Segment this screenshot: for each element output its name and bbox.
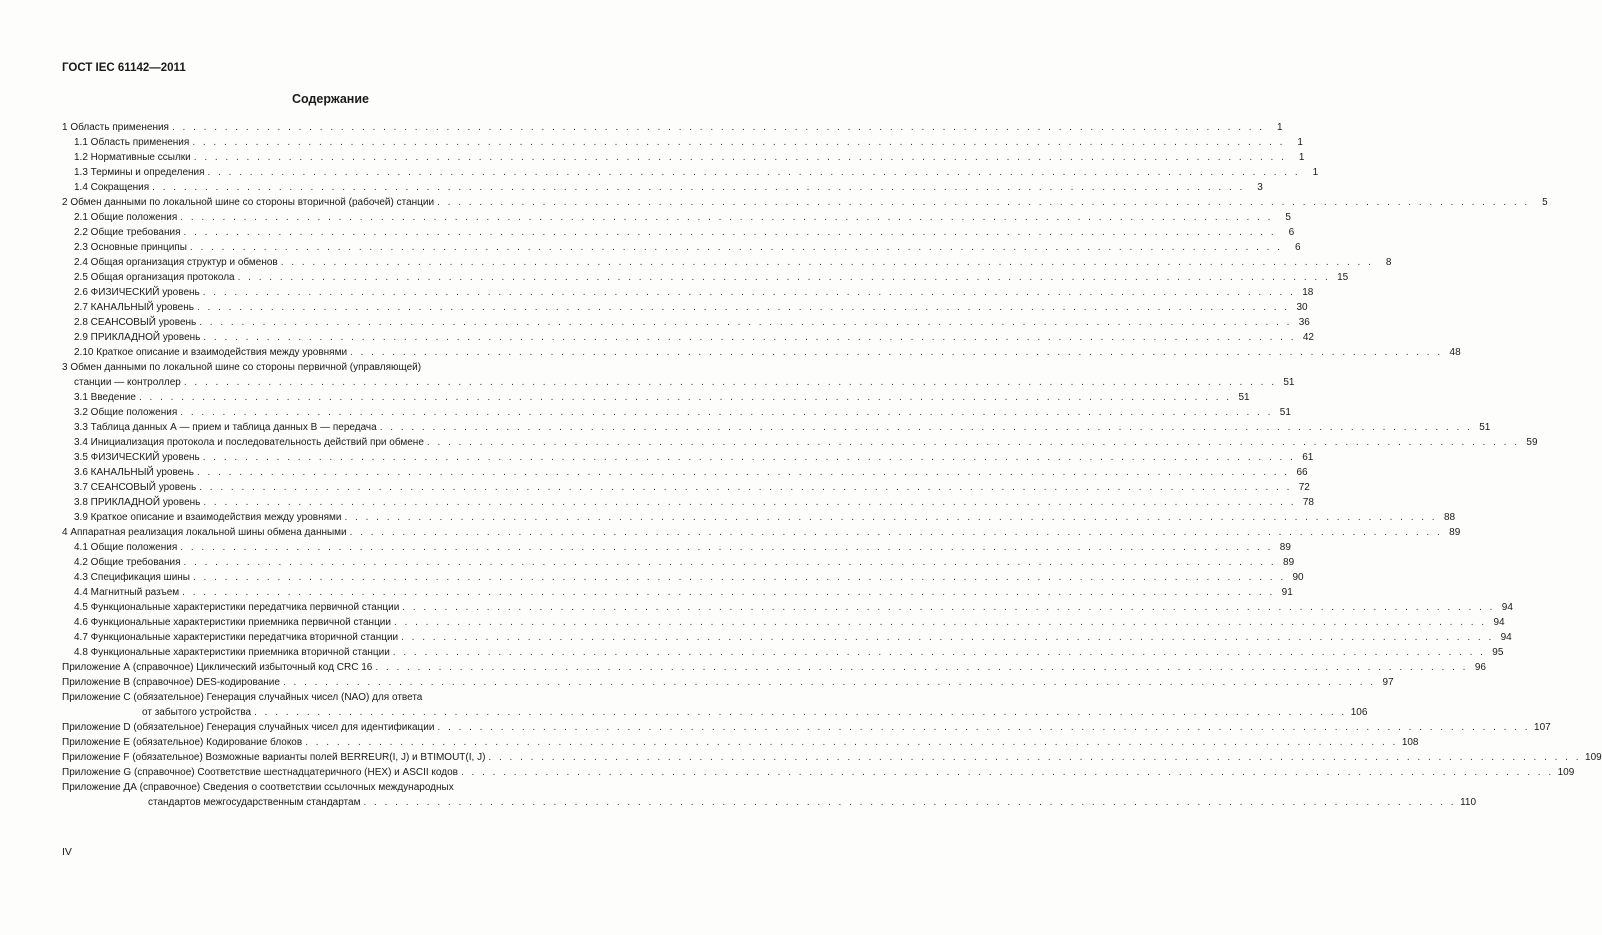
toc-page-number: 1 <box>1277 122 1283 133</box>
toc-leader-dots: . . . . . . . . . . . . . . . . . . . . . . . . . . . . . . . . . . . . . . . . . . . . . . . . . . . . . . . . . . . . . . . . . . . . . . . . . . . . . . . . . . . . . . . . . . . . . . . . . . . . . . . . <box>199 482 1292 493</box>
toc-leader-dots: . . . . . . . . . . . . . . . . . . . . . . . . . . . . . . . . . . . . . . . . . . . . . . . . . . . . . . . . . . . . . . . . . . . . . . . . . . . . . . . . . . . . . . . . . . . . . . . . . . . . . . . . <box>305 737 1398 748</box>
toc-entry-title: 4.2 Общие требования <box>74 557 181 568</box>
toc-entry-title: 3.3 Таблица данных А — прием и таблица данных В — передача <box>74 422 377 433</box>
toc-page-number: 51 <box>1279 407 1291 418</box>
toc-entry-title: 2.4 Общая организация структур и обменов <box>74 257 278 268</box>
toc-page-number: 106 <box>1350 707 1368 718</box>
toc-page-number: 110 <box>1460 797 1477 808</box>
toc-entry <box>62 210 1291 225</box>
toc-leader-dots: . . . . . . . . . . . . . . . . . . . . . . . . . . . . . . . . . . . . . . . . . . . . . . . . . . . . . . . . . . . . . . . . . . . . . . . . . . . . . . . . . . . . . . . . . . . . . . . . . . . . . . . . <box>180 212 1273 223</box>
toc-leader-dots: . . . . . . . . . . . . . . . . . . . . . . . . . . . . . . . . . . . . . . . . . . . . . . . . . . . . . . . . . . . . . . . . . . . . . . . . . . . . . . . . . . . . . . . . . . . . . . . . . . . . . . . . <box>393 617 1487 628</box>
toc-entry-title: 1.2 Нормативные ссылки <box>74 152 191 163</box>
toc-entry <box>62 720 1551 735</box>
toc-leader-dots: . . . . . . . . . . . . . . . . . . . . . . . . . . . . . . . . . . . . . . . . . . . . . . . . . . . . . . . . . . . . . . . . . . . . . . . . . . . . . . . . . . . . . . . . . . . . . . . . . . . . . . . . <box>196 302 1290 313</box>
toc-entry <box>62 585 1293 600</box>
toc-page-number: 30 <box>1296 302 1308 313</box>
toc-entry <box>62 390 1250 405</box>
toc-entry <box>62 240 1301 255</box>
toc-entry <box>62 345 1461 360</box>
toc-entry <box>62 510 1456 525</box>
toc-page-number: 89 <box>1449 527 1461 538</box>
toc-entry <box>62 255 1392 270</box>
toc-leader-dots: . . . . . . . . . . . . . . . . . . . . . . . . . . . . . . . . . . . . . . . . . . . . . . . . . . . . . . . . . . . . . . . . . . . . . . . . . . . . . . . . . . . . . . . . . . . . . . . . . . . . . . . . <box>282 677 1376 688</box>
toc-entry-title: 4.1 Общие положения <box>74 542 178 553</box>
toc-page-number: 78 <box>1302 497 1314 508</box>
toc-leader-dots: . . . . . . . . . . . . . . . . . . . . . . . . . . . . . . . . . . . . . . . . . . . . . . . . . . . . . . . . . . . . . . . . . . . . . . . . . . . . . . . . . . . . . . . . . . . . . . . . . . . . . . . . <box>183 227 1277 238</box>
toc-entry-title: 3.1 Введение <box>74 392 136 403</box>
toc-entry <box>62 780 1477 810</box>
toc-entry-title: 3.7 СЕАНСОВЫЙ уровень <box>74 482 197 493</box>
toc-entry-title: 1.3 Термины и определения <box>74 167 205 178</box>
toc-page-number: 95 <box>1492 647 1504 658</box>
toc-page-number: 90 <box>1292 572 1304 583</box>
toc-entry-title: 4.5 Функциональные характеристики передатчика первичной станции <box>74 602 400 613</box>
toc-leader-dots: . . . . . . . . . . . . . . . . . . . . . . . . . . . . . . . . . . . . . . . . . . . . . . . . . . . . . . . . . . . . . . . . . . . . . . . . . . . . . . . . . . . . . . . . . . . . . . . . . . . . . . . . <box>152 182 1245 193</box>
toc-entry <box>62 630 1512 645</box>
toc-page-number: 94 <box>1493 617 1505 628</box>
toc-leader-dots: . . . . . . . . . . . . . . . . . . . . . . . . . . . . . . . . . . . . . . . . . . . . . . . . . . . . . . . . . . . . . . . . . . . . . . . . . . . . . . . . . . . . . . . . . . . . . . . . . . . . . . . . <box>254 707 1347 718</box>
toc-leader-dots: . . . . . . . . . . . . . . . . . . . . . . . . . . . . . . . . . . . . . . . . . . . . . . . . . . . . . . . . . . . . . . . . . . . . . . . . . . . . . . . . . . . . . . . . . . . . . . . . . . . . . . . . <box>344 512 1438 523</box>
toc-entry-title: 3.4 Инициализация протокола и последовательность действий при обмене <box>74 437 424 448</box>
toc-leader-dots: . . . . . . . . . . . . . . . . . . . . . . . . . . . . . . . . . . . . . . . . . . . . . . . . . . . . . . . . . . . . . . . . . . . . . . . . . . . . . . . . . . . . . . . . . . . . . . . . . . . . . . . . <box>363 797 1457 808</box>
toc-leader-dots: . . . . . . . . . . . . . . . . . . . . . . . . . . . . . . . . . . . . . . . . . . . . . . . . . . . . . . . . . . . . . . . . . . . . . . . . . . . . . . . . . . . . . . . . . . . . . . . . . . . . . . . . <box>182 587 1275 598</box>
toc-leader-dots: . . . . . . . . . . . . . . . . . . . . . . . . . . . . . . . . . . . . . . . . . . . . . . . . . . . . . . . . . . . . . . . . . . . . . . . . . . . . . . . . . . . . . . . . . . . . . . . . . . . . . . . . <box>402 602 1495 613</box>
toc-entry <box>62 420 1491 435</box>
toc-entry <box>62 540 1291 555</box>
toc-entry <box>62 330 1314 345</box>
toc-entry-title: 4.3 Спецификация шины <box>74 572 190 583</box>
toc-leader-dots: . . . . . . . . . . . . . . . . . . . . . . . . . . . . . . . . . . . . . . . . . . . . . . . . . . . . . . . . . . . . . . . . . . . . . . . . . . . . . . . . . . . . . . . . . . . . . . . . . . . . . . . . <box>392 647 1486 658</box>
toc-entry <box>62 555 1295 570</box>
toc-page-number: 1 <box>1298 152 1305 163</box>
toc-leader-dots: . . . . . . . . . . . . . . . . . . . . . . . . . . . . . . . . . . . . . . . . . . . . . . . . . . . . . . . . . . . . . . . . . . . . . . . . . . . . . . . . . . . . . . . . . . . . . . . . . . . . . . . . <box>203 332 1296 343</box>
toc-leader-dots: . . . . . . . . . . . . . . . . . . . . . . . . . . . . . . . . . . . . . . . . . . . . . . . . . . . . . . . . . . . . . . . . . . . . . . . . . . . . . . . . . . . . . . . . . . . . . . . . . . . . . . . . <box>375 662 1468 673</box>
toc-entry-title: Приложение Е (обязательное) Кодирование блоков <box>62 737 303 748</box>
toc-entry <box>62 750 1602 765</box>
toc-page-number: 1 <box>1312 167 1319 178</box>
toc-entry <box>62 360 1295 390</box>
toc-leader-dots: . . . . . . . . . . . . . . . . . . . . . . . . . . . . . . . . . . . . . . . . . . . . . . . . . . . . . . . . . . . . . . . . . . . . . . . . . . . . . . . . . . . . . . . . . . . . . . . . . . . . . . . . <box>379 422 1473 433</box>
toc-entry-continuation: станции — контроллер <box>74 377 181 388</box>
toc-page-number: 109 <box>1557 767 1575 778</box>
toc-leader-dots: . . . . . . . . . . . . . . . . . . . . . . . . . . . . . . . . . . . . . . . . . . . . . . . . . . . . . . . . . . . . . . . . . . . . . . . . . . . . . . . . . . . . . . . . . . . . . . . . . . . . . . . . <box>171 122 1265 133</box>
toc-entry-title: 2.1 Общие положения <box>74 212 178 223</box>
toc-entry-title: 2.3 Основные принципы <box>74 242 187 253</box>
toc-entry-title: Приложение D (обязательное) Генерация случайных чисел для идентификации <box>62 722 435 733</box>
toc-page-number: 96 <box>1474 662 1486 673</box>
toc-leader-dots: . . . . . . . . . . . . . . . . . . . . . . . . . . . . . . . . . . . . . . . . . . . . . . . . . . . . . . . . . . . . . . . . . . . . . . . . . . . . . . . . . . . . . . . . . . . . . . . . . . . . . . . . <box>237 272 1331 283</box>
toc-page-number: 15 <box>1337 272 1349 283</box>
toc-entry-title: 3 Обмен данными по локальной шине со стороны первичной (управляющей) <box>62 362 422 373</box>
toc-page-number: 97 <box>1382 677 1394 688</box>
toc-entry-title: 3.2 Общие положения <box>74 407 178 418</box>
toc-leader-dots: . . . . . . . . . . . . . . . . . . . . . . . . . . . . . . . . . . . . . . . . . . . . . . . . . . . . . . . . . . . . . . . . . . . . . . . . . . . . . . . . . . . . . . . . . . . . . . . . . . . . . . . . <box>196 467 1290 478</box>
toc-entry <box>62 570 1304 585</box>
toc-entry <box>62 150 1305 165</box>
toc-entry-title: 4.8 Функциональные характеристики приемника вторичной станции <box>74 647 390 658</box>
toc-entry-title: 3.6 КАНАЛЬНЫЙ уровень <box>74 467 194 478</box>
toc-page-number: 108 <box>1401 737 1419 748</box>
page-number: IV <box>62 846 72 858</box>
toc-entry-title: Приложение С (обязательное) Генерация случайных чисел (NAO) для ответа <box>62 692 423 703</box>
toc-entry <box>62 600 1513 615</box>
toc-leader-dots: . . . . . . . . . . . . . . . . . . . . . . . . . . . . . . . . . . . . . . . . . . . . . . . . . . . . . . . . . . . . . . . . . . . . . . . . . . . . . . . . . . . . . . . . . . . . . . . . . . . . . . . . <box>349 527 1443 538</box>
toc-leader-dots: . . . . . . . . . . . . . . . . . . . . . . . . . . . . . . . . . . . . . . . . . . . . . . . . . . . . . . . . . . . . . . . . . . . . . . . . . . . . . . . . . . . . . . . . . . . . . . . . . . . . . . . . <box>202 452 1296 463</box>
toc-page-number: 109 <box>1585 752 1602 763</box>
toc-entry <box>62 120 1283 135</box>
table-of-contents <box>62 120 1602 810</box>
toc-leader-dots: . . . . . . . . . . . . . . . . . . . . . . . . . . . . . . . . . . . . . . . . . . . . . . . . . . . . . . . . . . . . . . . . . . . . . . . . . . . . . . . . . . . . . . . . . . . . . . . . . . . . . . . . <box>437 722 1531 733</box>
toc-entry-title: Приложение А (справочное) Циклический избыточный код CRC 16 <box>62 662 373 673</box>
toc-entry <box>62 180 1263 195</box>
toc-entry <box>62 465 1308 480</box>
document-code: ГОСТ IEC 61142—2011 <box>62 62 186 74</box>
toc-entry-title: 2.5 Общая организация протокола <box>74 272 235 283</box>
toc-leader-dots: . . . . . . . . . . . . . . . . . . . . . . . . . . . . . . . . . . . . . . . . . . . . . . . . . . . . . . . . . . . . . . . . . . . . . . . . . . . . . . . . . . . . . . . . . . . . . . . . . . . . . . . . <box>138 392 1232 403</box>
toc-entry-title: 3.9 Краткое описание и взаимодействия между уровнями <box>74 512 342 523</box>
toc-page-number: 48 <box>1449 347 1461 358</box>
toc-entry <box>62 450 1314 465</box>
toc-entry <box>62 225 1295 240</box>
toc-entry <box>62 660 1486 675</box>
toc-entry-title: 4.7 Функциональные характеристики передатчика вторичной станции <box>74 632 399 643</box>
toc-leader-dots: . . . . . . . . . . . . . . . . . . . . . . . . . . . . . . . . . . . . . . . . . . . . . . . . . . . . . . . . . . . . . . . . . . . . . . . . . . . . . . . . . . . . . . . . . . . . . . . . . . . . . . . . <box>193 572 1286 583</box>
toc-page-number: 61 <box>1302 452 1314 463</box>
toc-leader-dots: . . . . . . . . . . . . . . . . . . . . . . . . . . . . . . . . . . . . . . . . . . . . . . . . . . . . . . . . . . . . . . . . . . . . . . . . . . . . . . . . . . . . . . . . . . . . . . . . . . . . . . . . <box>460 767 1554 778</box>
toc-entry <box>62 315 1310 330</box>
toc-entry-title: 2.6 ФИЗИЧЕСКИЙ уровень <box>74 287 200 298</box>
toc-entry-title: 3.8 ПРИКЛАДНОЙ уровень <box>74 497 201 508</box>
toc-leader-dots: . . . . . . . . . . . . . . . . . . . . . . . . . . . . . . . . . . . . . . . . . . . . . . . . . . . . . . . . . . . . . . . . . . . . . . . . . . . . . . . . . . . . . . . . . . . . . . . . . . . . . . . . <box>426 437 1520 448</box>
toc-leader-dots: . . . . . . . . . . . . . . . . . . . . . . . . . . . . . . . . . . . . . . . . . . . . . . . . . . . . . . . . . . . . . . . . . . . . . . . . . . . . . . . . . . . . . . . . . . . . . . . . . . . . . . . . <box>401 632 1494 643</box>
toc-entry <box>62 405 1291 420</box>
toc-page-number: 66 <box>1296 467 1308 478</box>
toc-entry-title: Приложение В (справочное) DES-кодирование <box>62 677 280 688</box>
toc-entry-title: 3.5 ФИЗИЧЕСКИЙ уровень <box>74 452 200 463</box>
toc-entry <box>62 195 1548 210</box>
toc-page-number: 59 <box>1526 437 1538 448</box>
toc-entry-title: 4 Аппаратная реализация локальной шины обмена данными <box>62 527 347 538</box>
toc-entry <box>62 645 1504 660</box>
toc-leader-dots: . . . . . . . . . . . . . . . . . . . . . . . . . . . . . . . . . . . . . . . . . . . . . . . . . . . . . . . . . . . . . . . . . . . . . . . . . . . . . . . . . . . . . . . . . . . . . . . . . . . . . . . . <box>183 377 1277 388</box>
toc-page-number: 3 <box>1257 182 1263 193</box>
toc-entry-continuation: стандартов межгосударственным стандартам <box>148 797 361 808</box>
toc-page-number: 36 <box>1298 317 1310 328</box>
toc-entry <box>62 495 1314 510</box>
toc-entry <box>62 165 1319 180</box>
toc-page-number: 6 <box>1288 227 1295 238</box>
toc-entry-title: 2.10 Краткое описание и взаимодействия между уровнями <box>74 347 348 358</box>
toc-leader-dots: . . . . . . . . . . . . . . . . . . . . . . . . . . . . . . . . . . . . . . . . . . . . . . . . . . . . . . . . . . . . . . . . . . . . . . . . . . . . . . . . . . . . . . . . . . . . . . . . . . . . . . . . <box>437 197 1530 208</box>
toc-entry-title: 2 Обмен данными по локальной шине со стороны вторичной (рабочей) станции <box>62 197 435 208</box>
toc-entry <box>62 675 1394 690</box>
toc-entry-title: Приложение F (обязательное) Возможные варианты полей BERREUR(I, J) и BTIMOUT(I, J) <box>62 752 486 763</box>
toc-entry-title: 1.4 Сокращения <box>74 182 150 193</box>
toc-entry-title: 4.4 Магнитный разъем <box>74 587 180 598</box>
toc-entry <box>62 435 1538 450</box>
toc-page-number: 91 <box>1281 587 1293 598</box>
toc-page-number: 51 <box>1479 422 1491 433</box>
toc-page-number: 88 <box>1443 512 1456 523</box>
toc-leader-dots: . . . . . . . . . . . . . . . . . . . . . . . . . . . . . . . . . . . . . . . . . . . . . . . . . . . . . . . . . . . . . . . . . . . . . . . . . . . . . . . . . . . . . . . . . . . . . . . . . . . . . . . . <box>183 557 1277 568</box>
toc-entry-title: 2.9 ПРИКЛАДНОЙ уровень <box>74 332 201 343</box>
toc-entry <box>62 735 1419 750</box>
toc-page-number: 1 <box>1297 137 1303 148</box>
toc-page-number: 5 <box>1542 197 1548 208</box>
toc-entry <box>62 615 1505 630</box>
toc-entry <box>62 690 1368 720</box>
toc-page-number: 51 <box>1283 377 1295 388</box>
toc-entry <box>62 270 1349 285</box>
toc-entry <box>62 480 1310 495</box>
toc-entry <box>62 765 1575 780</box>
toc-leader-dots: . . . . . . . . . . . . . . . . . . . . . . . . . . . . . . . . . . . . . . . . . . . . . . . . . . . . . . . . . . . . . . . . . . . . . . . . . . . . . . . . . . . . . . . . . . . . . . . . . . . . . . . . <box>207 167 1301 178</box>
toc-leader-dots: . . . . . . . . . . . . . . . . . . . . . . . . . . . . . . . . . . . . . . . . . . . . . . . . . . . . . . . . . . . . . . . . . . . . . . . . . . . . . . . . . . . . . . . . . . . . . . . . . . . . . . . . <box>280 257 1374 268</box>
toc-leader-dots: . . . . . . . . . . . . . . . . . . . . . . . . . . . . . . . . . . . . . . . . . . . . . . . . . . . . . . . . . . . . . . . . . . . . . . . . . . . . . . . . . . . . . . . . . . . . . . . . . . . . . . . . <box>203 497 1296 508</box>
toc-entry-title: Приложение ДА (справочное) Сведения о соответствии ссылочных международных <box>62 782 454 793</box>
toc-leader-dots: . . . . . . . . . . . . . . . . . . . . . . . . . . . . . . . . . . . . . . . . . . . . . . . . . . . . . . . . . . . . . . . . . . . . . . . . . . . . . . . . . . . . . . . . . . . . . . . . . . . . . . . . <box>180 542 1273 553</box>
toc-leader-dots: . . . . . . . . . . . . . . . . . . . . . . . . . . . . . . . . . . . . . . . . . . . . . . . . . . . . . . . . . . . . . . . . . . . . . . . . . . . . . . . . . . . . . . . . . . . . . . . . . . . . . . . . <box>199 317 1292 328</box>
toc-page-number: 89 <box>1283 557 1295 568</box>
toc-page-number: 42 <box>1302 332 1314 343</box>
toc-entry-title: 2.2 Общие требования <box>74 227 181 238</box>
toc-page-number: 51 <box>1238 392 1250 403</box>
toc-leader-dots: . . . . . . . . . . . . . . . . . . . . . . . . . . . . . . . . . . . . . . . . . . . . . . . . . . . . . . . . . . . . . . . . . . . . . . . . . . . . . . . . . . . . . . . . . . . . . . . . . . . . . . . . <box>202 287 1296 298</box>
toc-leader-dots: . . . . . . . . . . . . . . . . . . . . . . . . . . . . . . . . . . . . . . . . . . . . . . . . . . . . . . . . . . . . . . . . . . . . . . . . . . . . . . . . . . . . . . . . . . . . . . . . . . . . . . . . <box>488 752 1582 763</box>
toc-leader-dots: . . . . . . . . . . . . . . . . . . . . . . . . . . . . . . . . . . . . . . . . . . . . . . . . . . . . . . . . . . . . . . . . . . . . . . . . . . . . . . . . . . . . . . . . . . . . . . . . . . . . . . . . <box>189 242 1283 253</box>
toc-entry <box>62 300 1308 315</box>
toc-title: Содержание <box>291 92 369 106</box>
toc-page-number: 89 <box>1279 542 1291 553</box>
toc-entry-title: 2.7 КАНАЛЬНЫЙ уровень <box>74 302 194 313</box>
toc-page-number: 6 <box>1294 242 1301 253</box>
toc-entry-continuation: от забытого устройства <box>142 707 252 718</box>
toc-entry-title: 2.8 СЕАНСОВЫЙ уровень <box>74 317 197 328</box>
toc-leader-dots: . . . . . . . . . . . . . . . . . . . . . . . . . . . . . . . . . . . . . . . . . . . . . . . . . . . . . . . . . . . . . . . . . . . . . . . . . . . . . . . . . . . . . . . . . . . . . . . . . . . . . . . . <box>193 152 1287 163</box>
toc-entry <box>62 525 1461 540</box>
toc-page-number: 107 <box>1534 722 1551 733</box>
toc-page-number: 94 <box>1501 602 1513 613</box>
toc-page-number: 94 <box>1500 632 1512 643</box>
toc-entry <box>62 285 1314 300</box>
toc-entry-title: 1 Область применения <box>62 122 169 133</box>
toc-entry-title: 4.6 Функциональные характеристики приемника первичной станции <box>74 617 391 628</box>
toc-entry-title: 1.1 Область применения <box>74 137 190 148</box>
toc-entry <box>62 135 1303 150</box>
toc-page-number: 5 <box>1285 212 1291 223</box>
toc-page-number: 18 <box>1302 287 1314 298</box>
toc-leader-dots: . . . . . . . . . . . . . . . . . . . . . . . . . . . . . . . . . . . . . . . . . . . . . . . . . . . . . . . . . . . . . . . . . . . . . . . . . . . . . . . . . . . . . . . . . . . . . . . . . . . . . . . . <box>180 407 1273 418</box>
toc-leader-dots: . . . . . . . . . . . . . . . . . . . . . . . . . . . . . . . . . . . . . . . . . . . . . . . . . . . . . . . . . . . . . . . . . . . . . . . . . . . . . . . . . . . . . . . . . . . . . . . . . . . . . . . . <box>192 137 1285 148</box>
toc-page-number: 72 <box>1298 482 1310 493</box>
toc-page-number: 8 <box>1385 257 1392 268</box>
toc-entry-title: Приложение G (справочное) Соответствие шестнадцатеричного (HEX) и ASCII кодов <box>62 767 458 778</box>
toc-leader-dots: . . . . . . . . . . . . . . . . . . . . . . . . . . . . . . . . . . . . . . . . . . . . . . . . . . . . . . . . . . . . . . . . . . . . . . . . . . . . . . . . . . . . . . . . . . . . . . . . . . . . . . . . <box>350 347 1443 358</box>
